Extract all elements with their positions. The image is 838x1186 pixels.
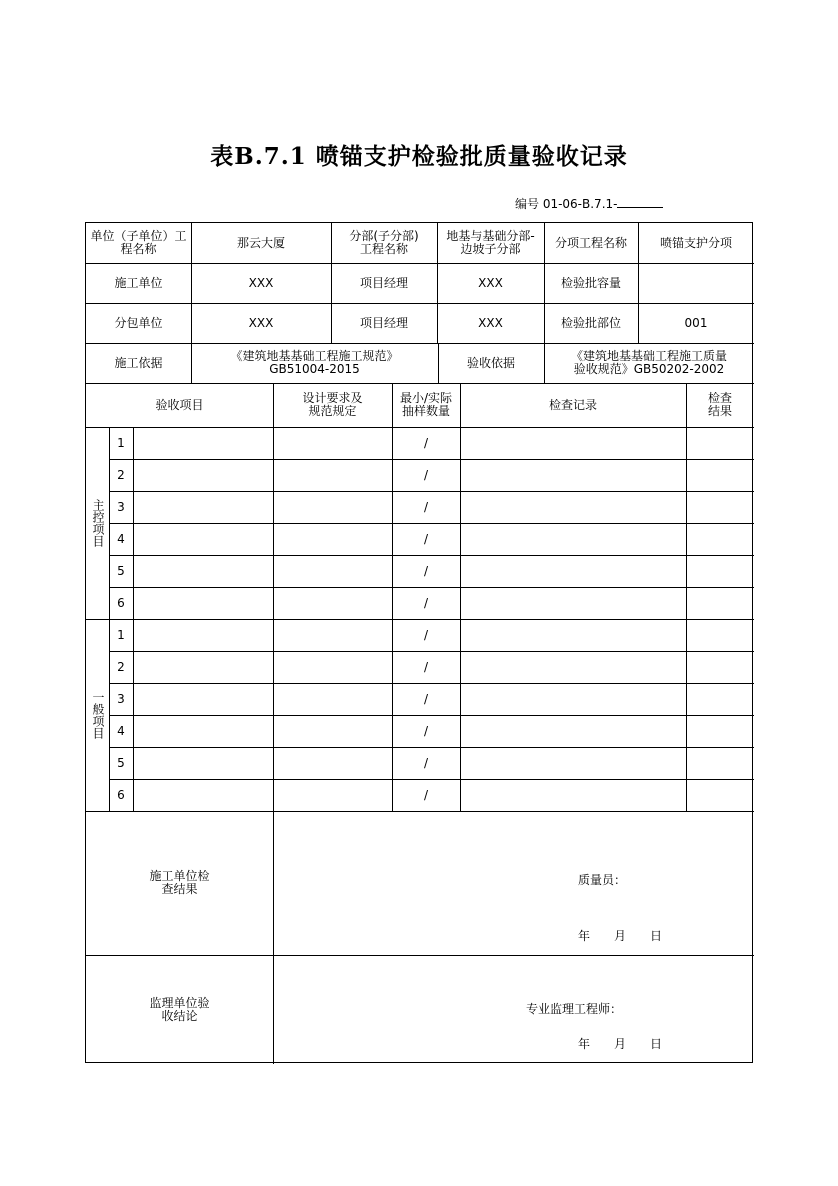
subitem-value: 喷锚支护分项: [659, 235, 732, 250]
acceptance-basis-value: 《建筑地基基础工程施工质量验收规范》GB50202-2002: [570, 349, 727, 376]
contractor-value: XXX: [248, 275, 274, 290]
sample-slash: /: [423, 531, 429, 546]
date-line-2: 年 月 日: [578, 1036, 663, 1051]
quality-officer-label: 质量员：: [578, 872, 627, 887]
main-group-label: 主控项目: [91, 499, 105, 547]
unit-label: 单位（子单位）工程名称: [90, 229, 187, 256]
pm-label-1: 项目经理: [359, 275, 408, 290]
unit-value: 那云大厦: [236, 235, 285, 250]
subitem-label: 分项工程名称: [554, 235, 627, 250]
main-row-number: 2: [117, 467, 125, 482]
general-row-number: 4: [117, 723, 125, 738]
divider: [273, 811, 274, 1064]
basis-label: 施工依据: [114, 355, 163, 370]
main-row-number: 6: [117, 595, 125, 610]
part-label: 检验批部位: [560, 315, 621, 330]
sample-slash: /: [423, 659, 429, 674]
general-row-number: 3: [117, 691, 125, 706]
sample-slash: /: [423, 467, 429, 482]
serial-number: [515, 193, 663, 212]
divider: [133, 427, 134, 811]
division-value: 地基与基础分部-边坡子分部: [446, 229, 535, 256]
date-line-1: 年 月 日: [578, 928, 663, 943]
sample-slash: /: [423, 787, 429, 802]
col-result: 检查结果: [707, 391, 732, 418]
col-design: 设计要求及规范规定: [302, 391, 363, 418]
sample-slash: /: [423, 691, 429, 706]
part-value: 001: [684, 315, 708, 330]
contractor-label: 施工单位: [114, 275, 163, 290]
main-row-number: 4: [117, 531, 125, 546]
pm-label-2: 项目经理: [359, 315, 408, 330]
sample-slash: /: [423, 499, 429, 514]
main-row-number: 3: [117, 499, 125, 514]
general-group-label: 一般项目: [91, 691, 105, 739]
general-row-number: 5: [117, 755, 125, 770]
col-item: 验收项目: [155, 397, 204, 412]
sample-slash: /: [423, 627, 429, 642]
subcontractor-label: 分包单位: [114, 315, 163, 330]
sample-slash: /: [423, 563, 429, 578]
general-row-number: 6: [117, 787, 125, 802]
capacity-label: 检验批容量: [560, 275, 621, 290]
capacity-value[interactable]: [638, 263, 754, 303]
sample-slash: /: [423, 435, 429, 450]
supervision-label: 监理单位验收结论: [149, 995, 210, 1023]
general-row-number: 1: [117, 627, 125, 642]
page-title: 表B.7.1 喷锚支护检验批质量验收记录: [210, 143, 628, 170]
divider: [686, 383, 687, 811]
col-sample: 最小/实际抽样数量: [399, 391, 453, 418]
serial-label: 编号 01-06-B.7.1-: [515, 197, 618, 211]
main-row-number: 5: [117, 563, 125, 578]
supervisor-engineer-label: 专业监理工程师：: [526, 1001, 623, 1016]
divider: [273, 383, 274, 811]
inspection-form: [85, 222, 753, 1063]
sample-slash: /: [423, 595, 429, 610]
general-row-number: 2: [117, 659, 125, 674]
main-row-number: 1: [117, 435, 125, 450]
sample-slash: /: [423, 755, 429, 770]
division-label: 分部(子分部)工程名称: [349, 229, 419, 256]
acceptance-basis-label: 验收依据: [466, 355, 515, 370]
pm-value-1: XXX: [478, 275, 503, 290]
divider: [460, 383, 461, 811]
construction-check-label: 施工单位检查结果: [149, 869, 210, 896]
col-record: 检查记录: [548, 397, 597, 412]
basis-value: 《建筑地基基础工程施工规范》GB51004-2015: [230, 349, 399, 376]
serial-blank[interactable]: [617, 193, 663, 208]
subcontractor-value: XXX: [248, 315, 274, 330]
sample-slash: /: [423, 723, 429, 738]
pm-value-2: XXX: [478, 315, 503, 330]
